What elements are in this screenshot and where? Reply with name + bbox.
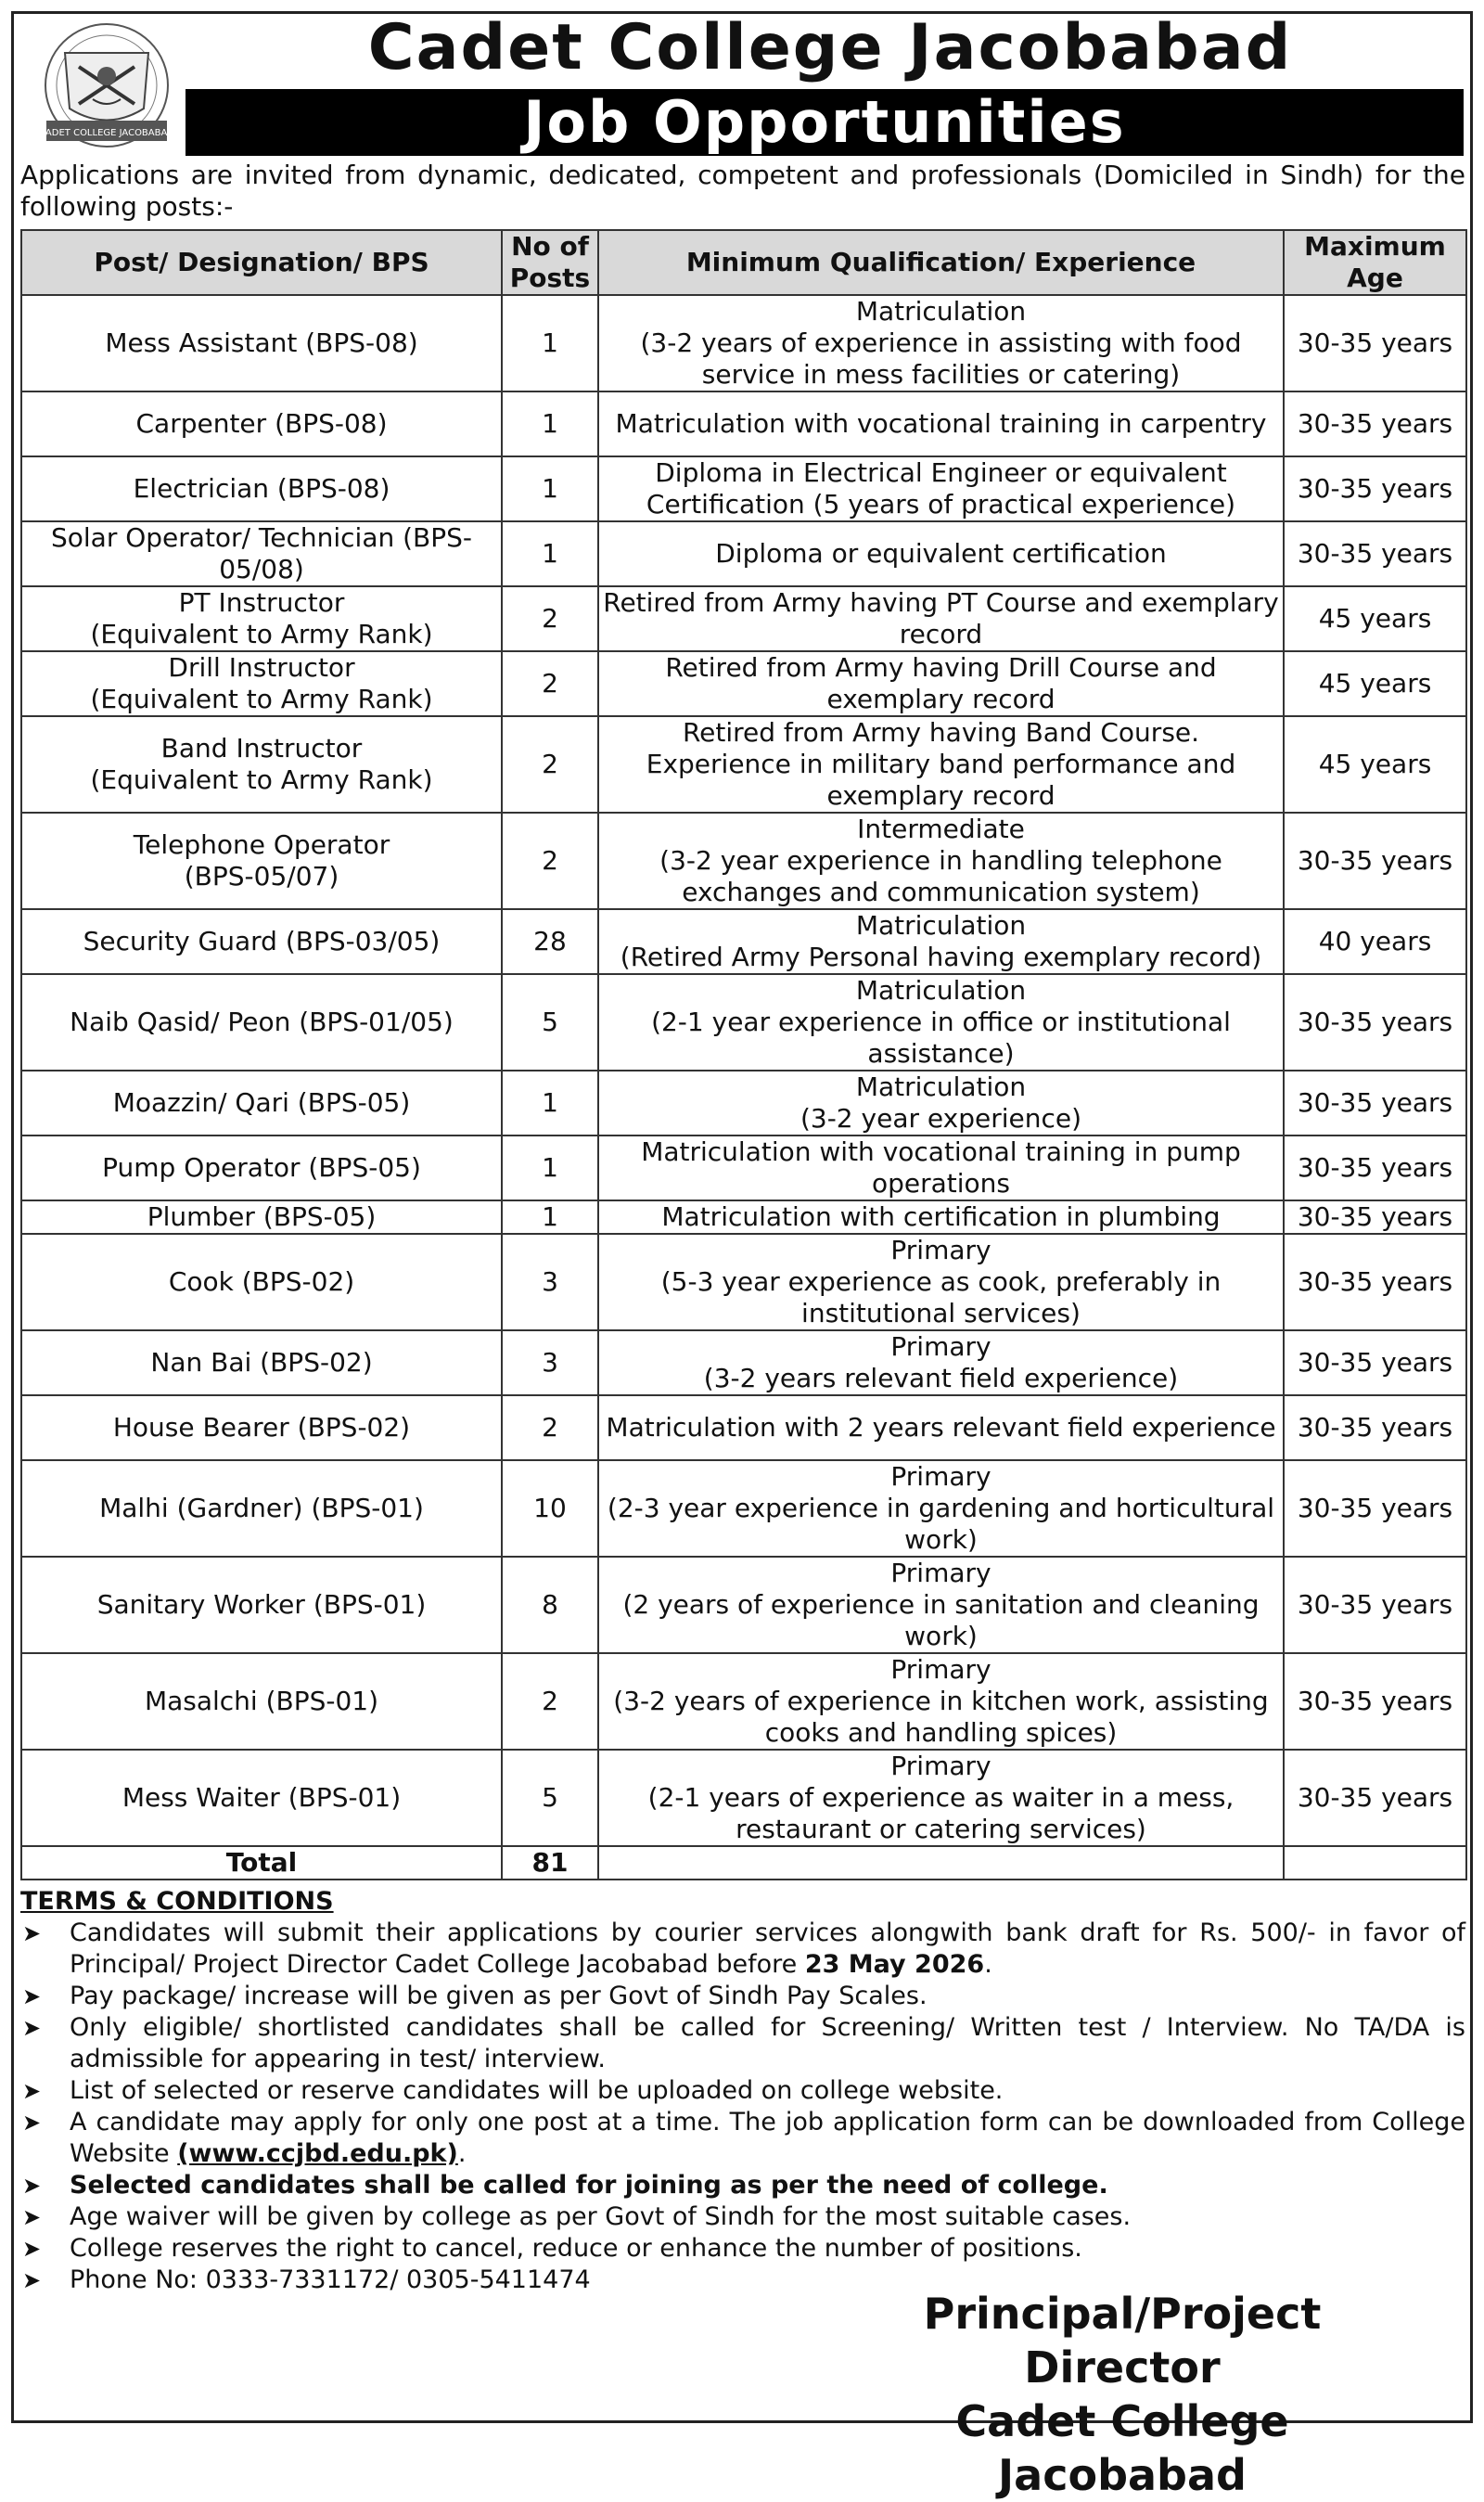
arrow-bullet-icon: ➤ <box>22 2267 42 2293</box>
table-row <box>21 813 1466 909</box>
post-count-cell: 2 <box>502 716 598 813</box>
page-title: Cadet College Jacobabad <box>367 11 1293 84</box>
max-age-cell: 30-35 years <box>1284 1460 1466 1557</box>
max-age-cell: 30-35 years <box>1284 521 1466 586</box>
qualification-cell: Matriculation with 2 years relevant field experience <box>598 1395 1284 1460</box>
terms-item-text: Pay package/ increase will be given as per Govt of Sindh Pay Scales. <box>70 1982 928 2010</box>
table-row <box>21 391 1466 456</box>
max-age-cell: 30-35 years <box>1284 1136 1466 1200</box>
post-cell: Pump Operator (BPS-05) <box>21 1136 502 1200</box>
arrow-bullet-icon: ➤ <box>22 2015 42 2041</box>
signature-institution: Cadet College Jacobabad <box>955 2396 1289 2500</box>
signature-block <box>835 2287 1410 2502</box>
qualification-cell: Retired from Army having Band Course. Experience in military band performance and exemplary record <box>598 716 1284 813</box>
post-cell: Mess Assistant (BPS-08) <box>21 295 502 391</box>
qualification-cell: Primary (2-1 years of experience as waiter in a mess, restaurant or catering services) <box>598 1750 1284 1846</box>
table-row <box>21 1200 1466 1234</box>
terms-item <box>20 2012 1465 2075</box>
jobs-table <box>20 229 1467 1880</box>
max-age-cell: 30-35 years <box>1284 1200 1466 1234</box>
post-count-cell: 28 <box>502 909 598 974</box>
table-row <box>21 1330 1466 1395</box>
table-row <box>21 1234 1466 1330</box>
max-age-cell: 30-35 years <box>1284 974 1466 1071</box>
terms-item <box>20 2107 1465 2170</box>
qualification-cell: Retired from Army having PT Course and exemplary record <box>598 586 1284 651</box>
table-row <box>21 295 1466 391</box>
terms-item-text: . <box>984 1950 992 1979</box>
qualification-cell: Matriculation with vocational training in carpentry <box>598 391 1284 456</box>
table-row <box>21 716 1466 813</box>
max-age-cell: 30-35 years <box>1284 295 1466 391</box>
post-cell: Band Instructor (Equivalent to Army Rank) <box>21 716 502 813</box>
terms-item <box>20 2075 1465 2107</box>
arrow-bullet-icon: ➤ <box>22 2236 42 2262</box>
max-age-cell: 30-35 years <box>1284 1750 1466 1846</box>
qualification-cell: Matriculation with certification in plumbing <box>598 1200 1284 1234</box>
table-total-row <box>21 1846 1466 1880</box>
post-count-cell: 1 <box>502 1200 598 1234</box>
post-cell: Solar Operator/ Technician (BPS-05/08) <box>21 521 502 586</box>
header-count: No of Posts <box>502 230 598 295</box>
table-row <box>21 1460 1466 1557</box>
table-row <box>21 1653 1466 1750</box>
max-age-cell: 40 years <box>1284 909 1466 974</box>
qualification-cell: Matriculation (3-2 years of experience in assisting with food service in mess facilities or catering) <box>598 295 1284 391</box>
qualification-cell: Intermediate (3-2 year experience in handling telephone exchanges and communication system) <box>598 813 1284 909</box>
post-cell: Naib Qasid/ Peon (BPS-01/05) <box>21 974 502 1071</box>
max-age-cell: 30-35 years <box>1284 1395 1466 1460</box>
post-count-cell: 1 <box>502 1071 598 1136</box>
post-cell: Sanitary Worker (BPS-01) <box>21 1557 502 1653</box>
terms-item <box>20 2170 1465 2201</box>
post-cell: Cook (BPS-02) <box>21 1234 502 1330</box>
max-age-cell: 30-35 years <box>1284 1071 1466 1136</box>
signature-title: Principal/Project Director <box>923 2289 1322 2393</box>
table-row <box>21 1750 1466 1846</box>
logo-text: CADET COLLEGE JACOBABAD <box>38 128 175 138</box>
terms-item-text: Selected candidates shall be called for joining as per the need of college. <box>70 2171 1108 2200</box>
table-row <box>21 586 1466 651</box>
max-age-cell: 45 years <box>1284 716 1466 813</box>
post-cell: Moazzin/ Qari (BPS-05) <box>21 1071 502 1136</box>
post-count-cell: 2 <box>502 651 598 716</box>
post-cell: Malhi (Gardner) (BPS-01) <box>21 1460 502 1557</box>
max-age-cell: 30-35 years <box>1284 456 1466 521</box>
qualification-cell: Retired from Army having Drill Course and exemplary record <box>598 651 1284 716</box>
arrow-bullet-icon: ➤ <box>22 2173 42 2199</box>
post-count-cell: 3 <box>502 1234 598 1330</box>
qualification-cell: Primary (3-2 years of experience in kitchen work, assisting cooks and handling spices) <box>598 1653 1284 1750</box>
max-age-cell: 30-35 years <box>1284 1234 1466 1330</box>
table-row <box>21 1071 1466 1136</box>
table-row <box>21 1395 1466 1460</box>
post-cell: PT Instructor (Equivalent to Army Rank) <box>21 586 502 651</box>
qualification-cell: Matriculation (3-2 year experience) <box>598 1071 1284 1136</box>
terms-item-text: College reserves the right to cancel, reduce or enhance the number of positions. <box>70 2234 1082 2263</box>
table-row <box>21 1136 1466 1200</box>
post-count-cell: 1 <box>502 391 598 456</box>
terms-item <box>20 1981 1465 2012</box>
terms-item <box>20 2201 1465 2233</box>
terms-item-text: List of selected or reserve candidates will be uploaded on college website. <box>70 2076 1004 2105</box>
college-website-link[interactable]: (www.ccjbd.edu.pk) <box>177 2139 458 2168</box>
terms-heading: TERMS & CONDITIONS <box>20 1887 334 1916</box>
qualification-cell: Matriculation (2-1 year experience in office or institutional assistance) <box>598 974 1284 1071</box>
post-count-cell: 2 <box>502 1395 598 1460</box>
deadline-date: 23 May 2026 <box>804 1950 985 1979</box>
total-label: Total <box>21 1846 502 1880</box>
terms-item <box>20 1918 1465 1981</box>
post-count-cell: 5 <box>502 974 598 1071</box>
intro-text: Applications are invited from dynamic, dedicated, competent and professionals (Domiciled in Sindh) for the following posts:- <box>20 160 1465 222</box>
terms-item-text: Only eligible/ shortlisted candidates shall be called for Screening/ Written test / Interview. No TA/DA is admissible for appearing in test/ interview. <box>70 2013 1465 2073</box>
max-age-cell: 30-35 years <box>1284 1653 1466 1750</box>
jobs-table-body <box>21 295 1466 1846</box>
arrow-bullet-icon: ➤ <box>22 2078 42 2104</box>
post-cell: Plumber (BPS-05) <box>21 1200 502 1234</box>
terms-item-text: A candidate may apply for only one post at a time. The job application form can be downloaded from College Website <box>70 2108 1465 2168</box>
max-age-cell: 30-35 years <box>1284 1330 1466 1395</box>
post-count-cell: 1 <box>502 295 598 391</box>
table-row <box>21 521 1466 586</box>
max-age-cell: 45 years <box>1284 586 1466 651</box>
header-age: Maximum Age <box>1284 230 1466 295</box>
post-count-cell: 1 <box>502 1136 598 1200</box>
post-count-cell: 3 <box>502 1330 598 1395</box>
max-age-cell: 30-35 years <box>1284 1557 1466 1653</box>
post-cell: Nan Bai (BPS-02) <box>21 1330 502 1395</box>
arrow-bullet-icon: ➤ <box>22 2204 42 2230</box>
post-cell: Electrician (BPS-08) <box>21 456 502 521</box>
post-count-cell: 2 <box>502 1653 598 1750</box>
arrow-bullet-icon: ➤ <box>22 1920 42 1946</box>
phone-numbers: Phone No: 0333-7331172/ 0305-5411474 <box>70 2265 591 2294</box>
qualification-cell: Diploma in Electrical Engineer or equivalent Certification (5 years of practical experience) <box>598 456 1284 521</box>
post-cell: Carpenter (BPS-08) <box>21 391 502 456</box>
max-age-cell: 45 years <box>1284 651 1466 716</box>
arrow-bullet-icon: ➤ <box>22 1983 42 2009</box>
post-count-cell: 10 <box>502 1460 598 1557</box>
terms-item <box>20 2233 1465 2265</box>
terms-item-text: Candidates will submit their applications by courier services alongwith bank draft for Rs. 500/- in favor of Principal/ Project Director Cadet College Jacobabad before <box>70 1918 1465 1979</box>
qualification-cell: Primary (3-2 years relevant field experience) <box>598 1330 1284 1395</box>
post-count-cell: 1 <box>502 456 598 521</box>
table-row <box>21 974 1466 1071</box>
total-empty-cell <box>598 1846 1284 1880</box>
table-header-row <box>21 230 1466 295</box>
max-age-cell: 30-35 years <box>1284 813 1466 909</box>
qualification-cell: Primary (5-3 year experience as cook, preferably in institutional services) <box>598 1234 1284 1330</box>
post-cell: Drill Instructor (Equivalent to Army Rank) <box>21 651 502 716</box>
header-qualification: Minimum Qualification/ Experience <box>598 230 1284 295</box>
post-cell: Telephone Operator (BPS-05/07) <box>21 813 502 909</box>
qualification-cell: Primary (2 years of experience in sanitation and cleaning work) <box>598 1557 1284 1653</box>
terms-item-text: . <box>457 2139 467 2168</box>
table-row <box>21 651 1466 716</box>
table-row <box>21 456 1466 521</box>
post-count-cell: 1 <box>502 521 598 586</box>
post-cell: Mess Waiter (BPS-01) <box>21 1750 502 1846</box>
post-count-cell: 8 <box>502 1557 598 1653</box>
terms-section <box>20 1886 1465 2296</box>
qualification-cell: Diploma or equivalent certification <box>598 521 1284 586</box>
post-count-cell: 2 <box>502 586 598 651</box>
post-cell: Security Guard (BPS-03/05) <box>21 909 502 974</box>
total-count: 81 <box>502 1846 598 1880</box>
post-cell: Masalchi (BPS-01) <box>21 1653 502 1750</box>
arrow-bullet-icon: ➤ <box>22 2110 42 2136</box>
qualification-cell: Matriculation (Retired Army Personal having exemplary record) <box>598 909 1284 974</box>
table-row <box>21 909 1466 974</box>
table-row <box>21 1557 1466 1653</box>
qualification-cell: Matriculation with vocational training in pump operations <box>598 1136 1284 1200</box>
page-subtitle: Job Opportunities <box>186 89 1464 156</box>
college-crest-icon <box>28 20 186 158</box>
qualification-cell: Primary (2-3 year experience in gardening and horticultural work) <box>598 1460 1284 1557</box>
max-age-cell: 30-35 years <box>1284 391 1466 456</box>
header-post: Post/ Designation/ BPS <box>21 230 502 295</box>
post-count-cell: 5 <box>502 1750 598 1846</box>
total-empty-cell <box>1284 1846 1466 1880</box>
terms-list <box>20 1918 1465 2296</box>
post-cell: House Bearer (BPS-02) <box>21 1395 502 1460</box>
post-count-cell: 2 <box>502 813 598 909</box>
terms-item-text: Age waiver will be given by college as per Govt of Sindh for the most suitable cases. <box>70 2202 1132 2231</box>
